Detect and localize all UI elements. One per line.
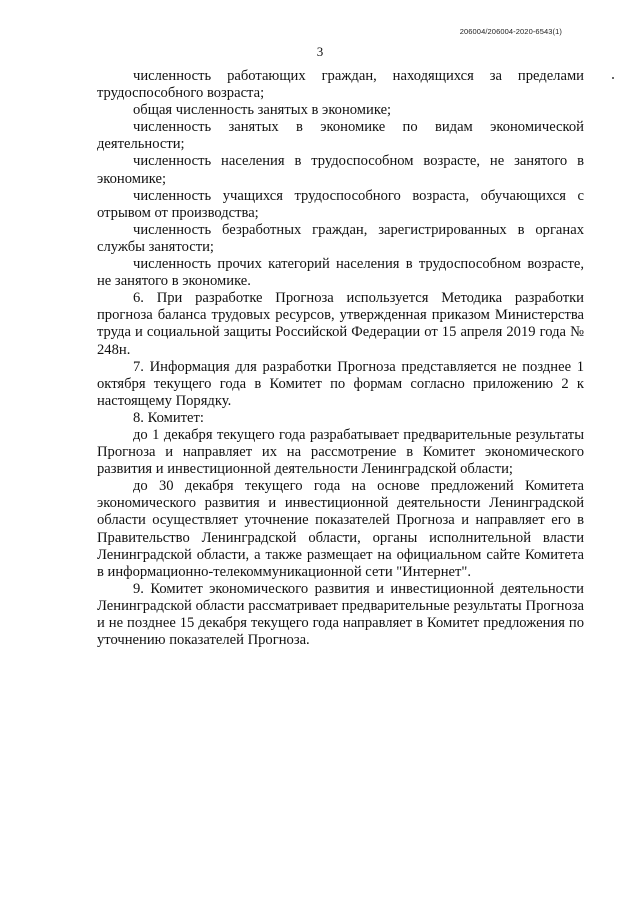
page-number: 3	[316, 44, 324, 59]
paragraph-item-8-december-1: до 1 декабря текущего года разрабатывает предварительные результаты Прогноза и направляет их на рассмотрение в Комитет экономического развития и инвестиционной деятельности Ленинградской области;	[97, 426, 584, 478]
paragraph-item-8-heading: 8. Комитет:	[133, 409, 204, 426]
document-id: 206004/206004-2020-6543(1)	[459, 27, 562, 36]
paragraph-item-6: 6. При разработке Прогноза используется Методика разработки прогноза баланса трудовых ресурсов, утвержденная приказом Министерства труда и социальной защиты Российской Федерации от 15 апреля 2019 года № 248н.	[97, 290, 584, 358]
paragraph-item-8-december-30: до 30 декабря текущего года на основе предложений Комитета экономического развития и инвестиционной деятельности Ленинградской области осуществляет уточнение показателей Прогноза и направляет его в Правительство Ленинградской области, органы исполнительной власти Ленинградской области, а также размещает на официальном сайте Комитета в информационно-телекоммуникационной сети "Интернет".	[97, 478, 584, 580]
paragraph-unemployed-registered: численность безработных граждан, зарегистрированных в органах службы занятости;	[97, 221, 584, 255]
paragraph-working-outside-age: численность работающих граждан, находящихся за пределами трудоспособного возраста;	[97, 68, 584, 102]
paragraph-employed-by-activity: численность занятых в экономике по видам экономической деятельности;	[97, 119, 584, 153]
paragraph-item-7: 7. Информация для разработки Прогноза представляется не позднее 1 октября текущего года в Комитет по формам согласно приложению 2 к настоящему Порядку.	[97, 358, 584, 409]
document-body	[97, 68, 584, 649]
scan-speck	[612, 77, 614, 79]
paragraph-total-employed: общая численность занятых в экономике;	[133, 102, 392, 119]
paragraph-other-categories: численность прочих категорий населения в трудоспособном возрасте, не занятого в экономике.	[97, 256, 584, 290]
paragraph-item-9: 9. Комитет экономического развития и инвестиционной деятельности Ленинградской области рассматривает предварительные результаты Прогноза и не позднее 15 декабря текущего года направляет в Комитет предложения по уточнению показателей Прогноза.	[97, 580, 584, 649]
paragraph-working-age-not-employed: численность населения в трудоспособном возрасте, не занятого в экономике;	[97, 153, 584, 187]
paragraph-students: численность учащихся трудоспособного возраста, обучающихся с отрывом от производства;	[97, 187, 584, 221]
